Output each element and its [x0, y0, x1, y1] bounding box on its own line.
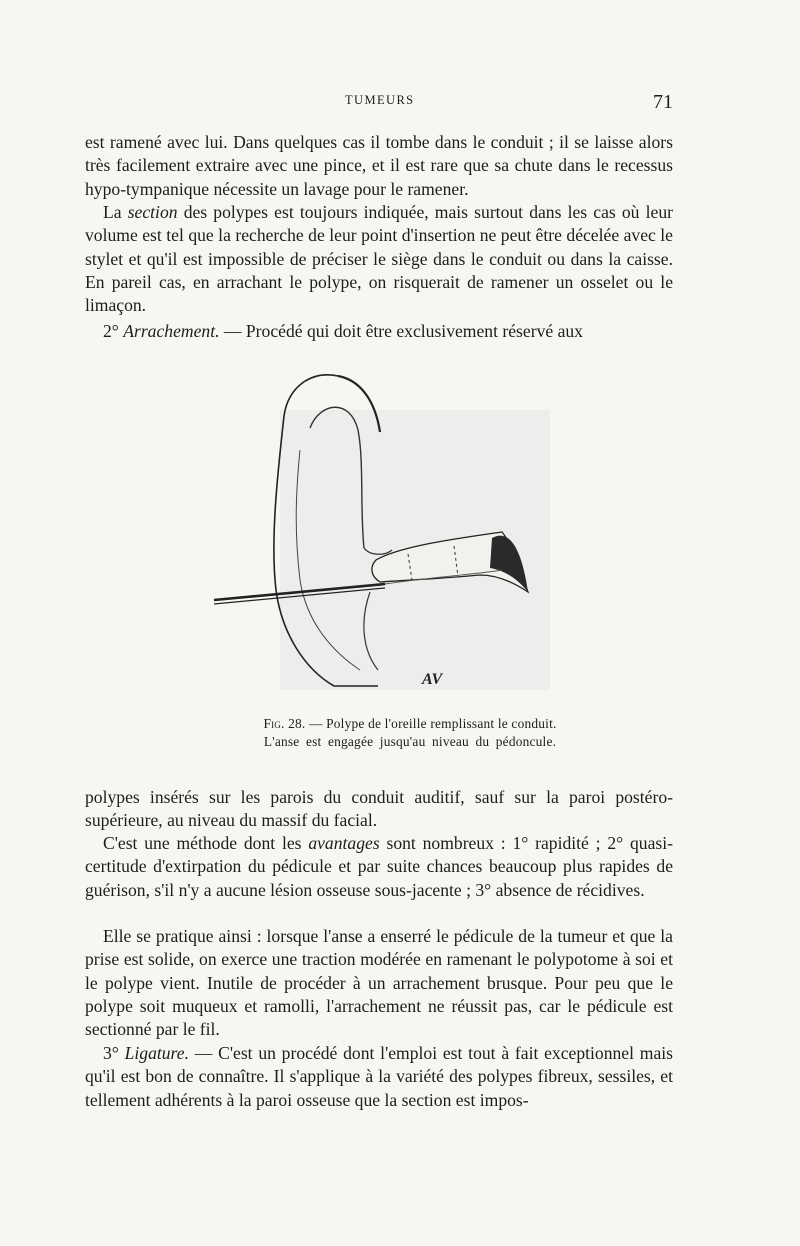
paragraph-6: Elle se pratique ainsi : lorsque l'anse a enserré le pédicule de la tumeur et que la prise est solide, on exerce une traction modérée en ramenant le polypotome à soi et le polype vient. Inutile de procéder à un arrachement brusque. Pour peu que le polype soit muqueux et ramolli, l'arrachement ne réussit pas, car le pédicule est sectionné par le fil. [85, 926, 673, 1040]
page-number: 71 [653, 91, 673, 113]
figure-caption-line-1 [150, 716, 670, 732]
paragraph-arrachement [85, 320, 673, 343]
figure-caption-line-2: L'anse est engagée jusqu'au niveau du pédoncule. [263, 734, 557, 749]
paragraph-4: polypes insérés sur les parois du conduit auditif, sauf sur la paroi postéro-supérieure, au niveau du massif du facial. [85, 787, 673, 831]
paragraph-section-term: section [127, 202, 178, 222]
paragraph-section [85, 201, 673, 317]
ear-illustration [210, 370, 550, 690]
running-title: TUMEURS [345, 93, 415, 107]
paragraph-1: est ramené avec lui. Dans quelques cas il tombe dans le conduit ; il se laisse alors très facilement extraire avec une pince, et il est rare que sa chute dans le recessus hypo-tympanique nécessite un lavage pour le ramener. [85, 132, 673, 199]
paragraph-ligature-body: — C'est un procédé dont l'emploi est tout à fait exceptionnel mais qu'il est bon de connaître. Il s'applique à la variété des polypes fibreux, sessiles, et tellement adhérents à la paroi osseuse que la section est impos- [85, 1043, 673, 1110]
paragraph-avantages [85, 832, 673, 902]
paragraph-arrachement-number: 2° [103, 321, 124, 341]
paragraph-avantages-pre: C'est une méthode dont les [103, 833, 309, 853]
figure-ear-polyp [210, 370, 550, 690]
paragraph-avantages-body: sont nombreux : 1° rapidité ; 2° quasi-certitude d'extirpation du pédicule et par suite chances beaucoup plus rapides de guérison, s'il n'y a aucune lésion osseuse sous-jacente ; 3° absence de récidives. [85, 833, 674, 900]
paragraph-arrachement-heading: Arrachement. [123, 321, 220, 341]
running-head [0, 93, 800, 113]
illustrator-monogram: AV [422, 671, 443, 688]
paragraph-ligature-number: 3° [103, 1043, 125, 1063]
paragraph-ligature [85, 1042, 673, 1112]
paragraph-ligature-heading: Ligature. [124, 1043, 189, 1063]
paragraph-avantages-term: avantages [308, 833, 380, 853]
paragraph-arrachement-body: — Procédé qui doit être exclusivement réservé aux [219, 321, 583, 341]
paragraph-section-body: des polypes est toujours indiquée, mais surtout dans les cas où leur volume est tel que la recherche de leur point d'insertion ne peut être décelée avec le stylet et qu'il est impossible de préciser le siège dans le conduit ou dans la caisse. En pareil cas, en arrachant le polype, on risquerait de ramener un osselet ou le limaçon. [85, 202, 673, 316]
paragraph-section-pre: La [103, 202, 128, 222]
figure-caption-text: — Polype de l'oreille remplissant le conduit. [305, 716, 557, 731]
figure-label: Fig. 28. [263, 716, 306, 731]
